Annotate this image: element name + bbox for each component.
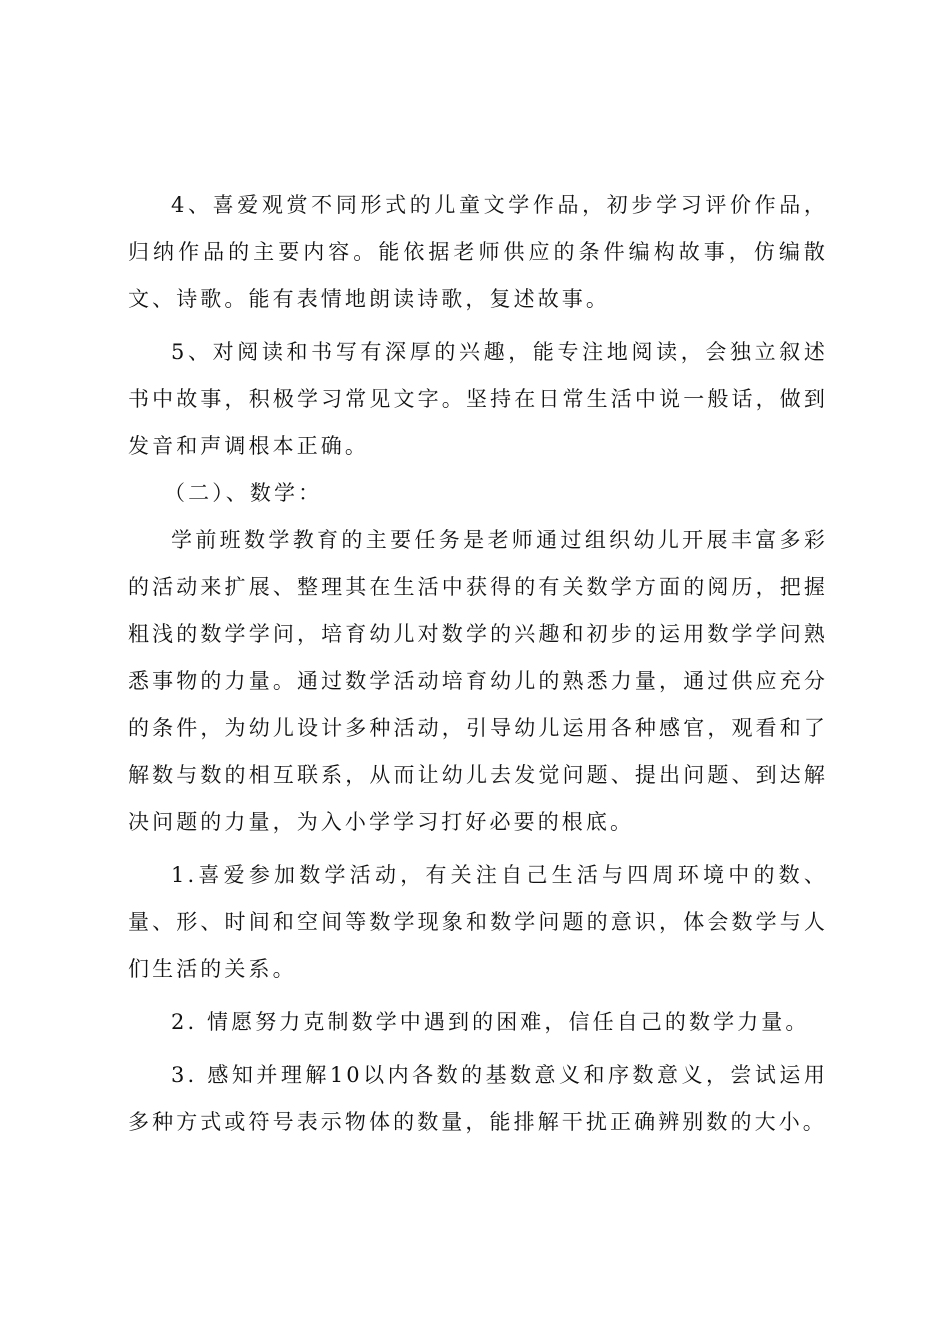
section-heading-math: （二）、数学： xyxy=(164,481,323,505)
paragraph-language-goal-4: 4、喜爱观赏不同形式的儿童文学作品，初步学习评价作品，归纳作品的主要内容。能依据老师供应的条件编构故事，仿编散文、诗歌。能有表情地朗读诗歌，复述故事。 xyxy=(128,193,828,311)
paragraph-math-intro: 学前班数学教育的主要任务是老师通过组织幼儿开展丰富多彩的活动来扩展、整理其在生活中获得的有关数学方面的阅历，把握粗浅的数学学问，培育幼儿对数学的兴趣和初步的运用数学学问熟悉事物的力量。通过数学活动培育幼儿的熟悉力量，通过供应充分的条件，为幼儿设计多种活动，引导幼儿运用各种感官，观看和了解数与数的相互联系，从而让幼儿去发觉问题、提出问题、到达解决问题的力量，为入小学学习打好必要的根底。 xyxy=(128,528,828,834)
document-body xyxy=(128,182,828,1146)
paragraph-math-goal-3: 3. 感知并理解10以内各数的基数意义和序数意义，尝试运用多种方式或符号表示物体的数量，能排解干扰正确辨别数的大小。 xyxy=(128,1063,828,1134)
paragraph-math-goal-2: 2. 情愿努力克制数学中遇到的困难，信任自己的数学力量。 xyxy=(171,1010,810,1034)
paragraph-language-goal-5: 5、对阅读和书写有深厚的兴趣，能专注地阅读，会独立叙述书中故事，积极学习常见文字。坚持在日常生活中说一般话，做到发音和声调根本正确。 xyxy=(128,340,828,458)
paragraph-math-goal-1: 1.喜爱参加数学活动，有关注自己生活与四周环境中的数、量、形、时间和空间等数学现象和数学问题的意识，体会数学与人们生活的关系。 xyxy=(128,863,828,981)
